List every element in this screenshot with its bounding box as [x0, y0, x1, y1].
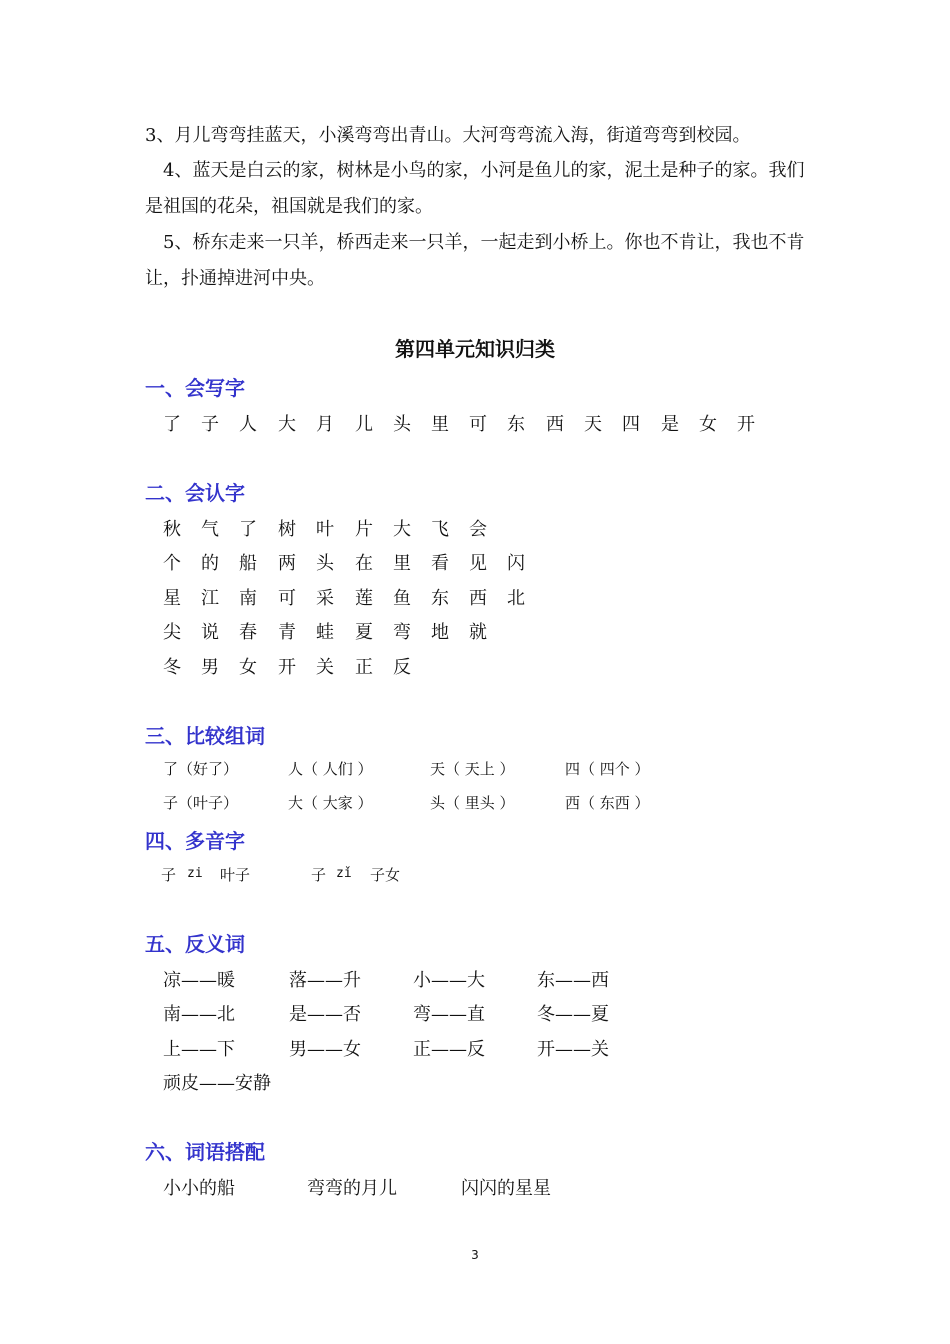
char: 人: [239, 414, 257, 435]
char: 看: [431, 553, 449, 574]
char: 关: [316, 657, 334, 678]
heading-collocation: 六、词语搭配: [145, 1140, 265, 1164]
char: 地: [431, 622, 449, 643]
char: 正: [355, 657, 373, 678]
collocation-item: 闪闪的星星: [461, 1178, 551, 1199]
antonym-pair: 上——下: [163, 1039, 235, 1060]
compare-item: 大（ 大家 ）: [288, 794, 373, 812]
antonym-pair: 男——女: [289, 1039, 361, 1060]
char: 飞: [431, 519, 449, 540]
antonym-pair: 是——否: [289, 1004, 361, 1025]
char: 头: [316, 553, 334, 574]
char: 船: [239, 553, 257, 574]
char: 夏: [355, 622, 373, 643]
char: 西: [546, 414, 564, 435]
char: 头: [393, 414, 411, 435]
char: 东: [431, 588, 449, 609]
antonym-pair: 冬——夏: [537, 1004, 609, 1025]
char: 就: [469, 622, 487, 643]
antonym-pair: 顽皮——安静: [163, 1073, 271, 1094]
char: 反: [393, 657, 411, 678]
paragraph-4: 4、蓝天是白云的家，树林是小鸟的家，小河是鱼儿的家，泥土是种子的家。我们是祖国的花朵，祖国就是我们的家。: [145, 160, 805, 217]
antonym-pair: 东——西: [537, 970, 609, 991]
collocation-item: 小小的船: [163, 1178, 235, 1199]
antonym-pair: 小——大: [413, 970, 485, 991]
char: 里: [431, 414, 449, 435]
char: 开: [737, 414, 755, 435]
polyphone-pinyin: zǐ: [336, 866, 352, 881]
char: 说: [201, 622, 219, 643]
compare-item: 西（ 东西 ）: [565, 794, 650, 812]
page-title: 第四单元知识归类: [395, 337, 555, 361]
char: 弯: [393, 622, 411, 643]
heading-recognize: 二、会认字: [145, 481, 245, 505]
char: 是: [661, 414, 679, 435]
antonym-pair: 凉——暖: [163, 970, 235, 991]
compare-item: 天（ 天上 ）: [430, 760, 515, 778]
polyphone-word: 子女: [370, 866, 401, 884]
char: 男: [201, 657, 219, 678]
compare-item: 头（ 里头 ）: [430, 794, 515, 812]
char: 四: [622, 414, 640, 435]
char: 南: [239, 588, 257, 609]
char: 月: [316, 414, 334, 435]
char: 见: [469, 553, 487, 574]
char: 儿: [355, 414, 373, 435]
compare-item: 了（好了）: [163, 760, 239, 778]
char: 会: [469, 519, 487, 540]
char: 两: [278, 553, 296, 574]
antonym-pair: 正——反: [413, 1039, 485, 1060]
char: 星: [163, 588, 181, 609]
char: 女: [239, 657, 257, 678]
char: 片: [355, 519, 373, 540]
char: 叶: [316, 519, 334, 540]
char: 气: [201, 519, 219, 540]
char: 冬: [163, 657, 181, 678]
antonym-pair: 开——关: [537, 1039, 609, 1060]
compare-item: 人（ 人们 ）: [288, 760, 373, 778]
antonym-pair: 落——升: [289, 970, 361, 991]
char: 鱼: [393, 588, 411, 609]
char: 闪: [507, 553, 525, 574]
char: 莲: [355, 588, 373, 609]
heading-polyphone: 四、多音字: [145, 829, 245, 853]
char: 在: [355, 553, 373, 574]
char: 蛙: [316, 622, 334, 643]
char: 子: [201, 414, 219, 435]
compare-item: 四（ 四个 ）: [565, 760, 650, 778]
antonym-pair: 南——北: [163, 1004, 235, 1025]
char: 个: [163, 553, 181, 574]
char: 青: [278, 622, 296, 643]
char: 采: [316, 588, 334, 609]
antonym-pair: 弯——直: [413, 1004, 485, 1025]
paragraph-5: 5、桥东走来一只羊，桥西走来一只羊，一起走到小桥上。你也不肯让，我也不肯让，扑通掉进河中央。: [145, 232, 805, 289]
collocation-item: 弯弯的月儿: [307, 1178, 397, 1199]
paragraph-3: 3、月儿弯弯挂蓝天，小溪弯弯出青山。大河弯弯流入海，街道弯弯到校园。: [145, 125, 751, 146]
char: 了: [163, 414, 181, 435]
char: 江: [201, 588, 219, 609]
char: 可: [278, 588, 296, 609]
char: 天: [584, 414, 602, 435]
char: 里: [393, 553, 411, 574]
char: 北: [507, 588, 525, 609]
char: 的: [201, 553, 219, 574]
char: 了: [239, 519, 257, 540]
char: 大: [278, 414, 296, 435]
polyphone-word: 叶子: [220, 866, 251, 884]
char: 可: [469, 414, 487, 435]
compare-item: 子（叶子）: [163, 794, 239, 812]
char: 春: [239, 622, 257, 643]
page-number: 3: [471, 1248, 479, 1262]
char: 大: [393, 519, 411, 540]
char: 女: [699, 414, 717, 435]
char: 树: [278, 519, 296, 540]
char: 尖: [163, 622, 181, 643]
polyphone-pinyin: zi: [187, 866, 203, 881]
char: 开: [278, 657, 296, 678]
polyphone-char: 子: [161, 866, 177, 884]
heading-write: 一、会写字: [145, 376, 245, 400]
char: 西: [469, 588, 487, 609]
heading-antonyms: 五、反义词: [145, 932, 245, 956]
heading-compare: 三、比较组词: [145, 724, 265, 748]
char: 东: [507, 414, 525, 435]
polyphone-char: 子: [311, 866, 327, 884]
char: 秋: [163, 519, 181, 540]
